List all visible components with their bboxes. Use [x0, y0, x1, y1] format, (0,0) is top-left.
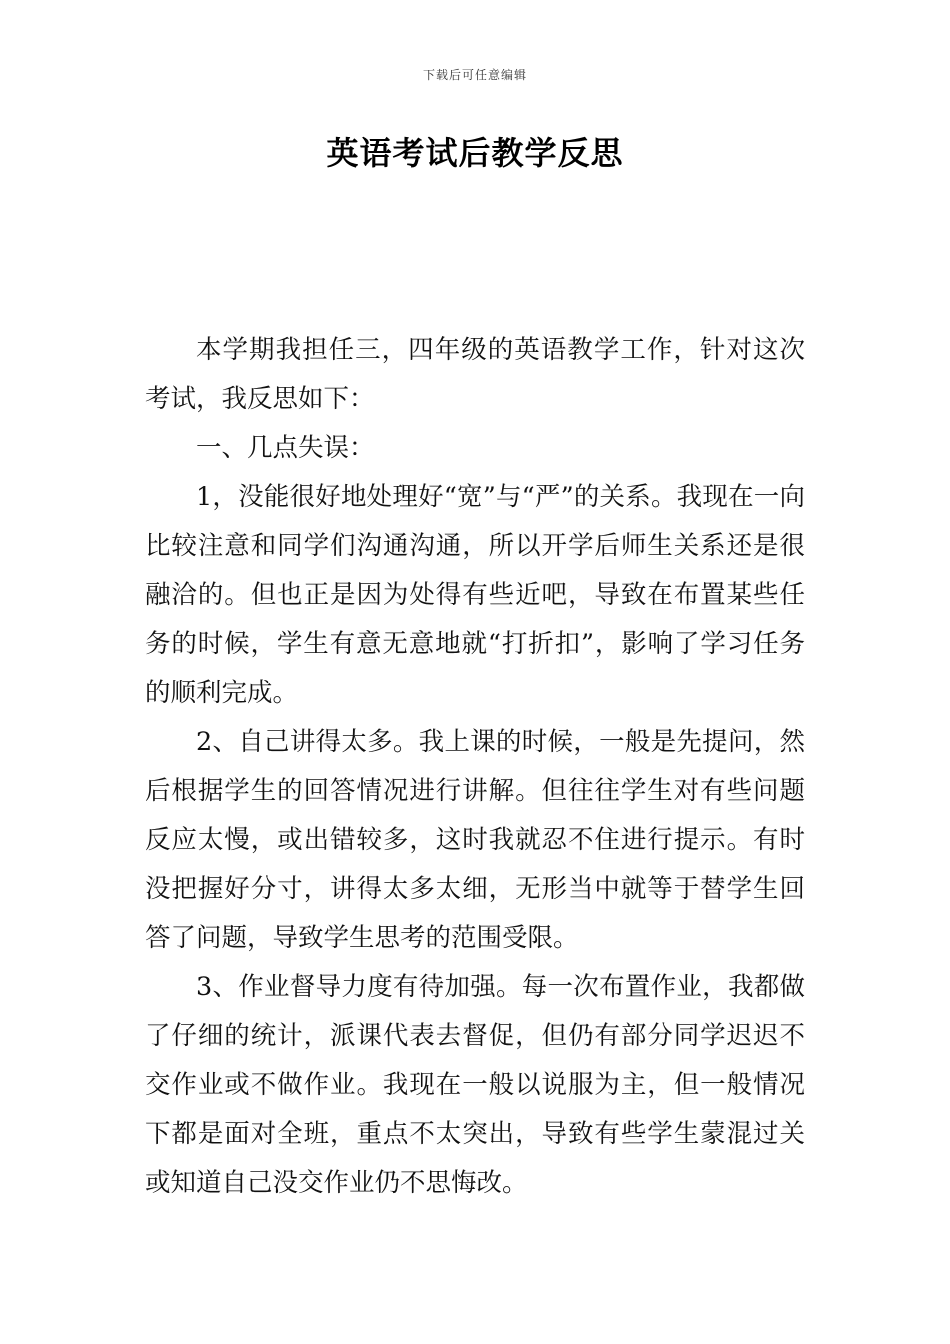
paragraph-point-3: 3、作业督导力度有待加强。每一次布置作业，我都做了仔细的统计，派课代表去督促，但仍有部分同学迟迟不交作业或不做作业。我现在一般以说服为主，但一般情况下都是面对全班，重点不太突出，导致有些学生蒙混过关或知道自己没交作业仍不思悔改。	[145, 972, 805, 1198]
paragraph-intro: 本学期我担任三，四年级的英语教学工作，针对这次考试，我反思如下：	[145, 335, 805, 414]
paragraph-point-1: 1，没能很好地处理好“宽”与“严”的关系。我现在一向比较注意和同学们沟通沟通，所以开学后师生关系还是很融洽的。但也正是因为处得有些近吧，导致在布置某些任务的时候，学生有意无意地就“打折扣”，影响了学习任务的顺利完成。	[145, 482, 805, 708]
header-note: 下载后可任意编辑	[422, 68, 527, 82]
paragraph-point-2: 2、自己讲得太多。我上课的时候，一般是先提问，然后根据学生的回答情况进行讲解。但往往学生对有些问题反应太慢，或出错较多，这时我就忍不住进行提示。有时没把握好分寸，讲得太多太细，无形当中就等于替学生回答了问题，导致学生思考的范围受限。	[145, 727, 805, 953]
paragraph-section-heading: 一、几点失误：	[196, 433, 375, 463]
document-body	[145, 326, 805, 1208]
document-title: 英语考试后教学反思	[326, 134, 624, 172]
